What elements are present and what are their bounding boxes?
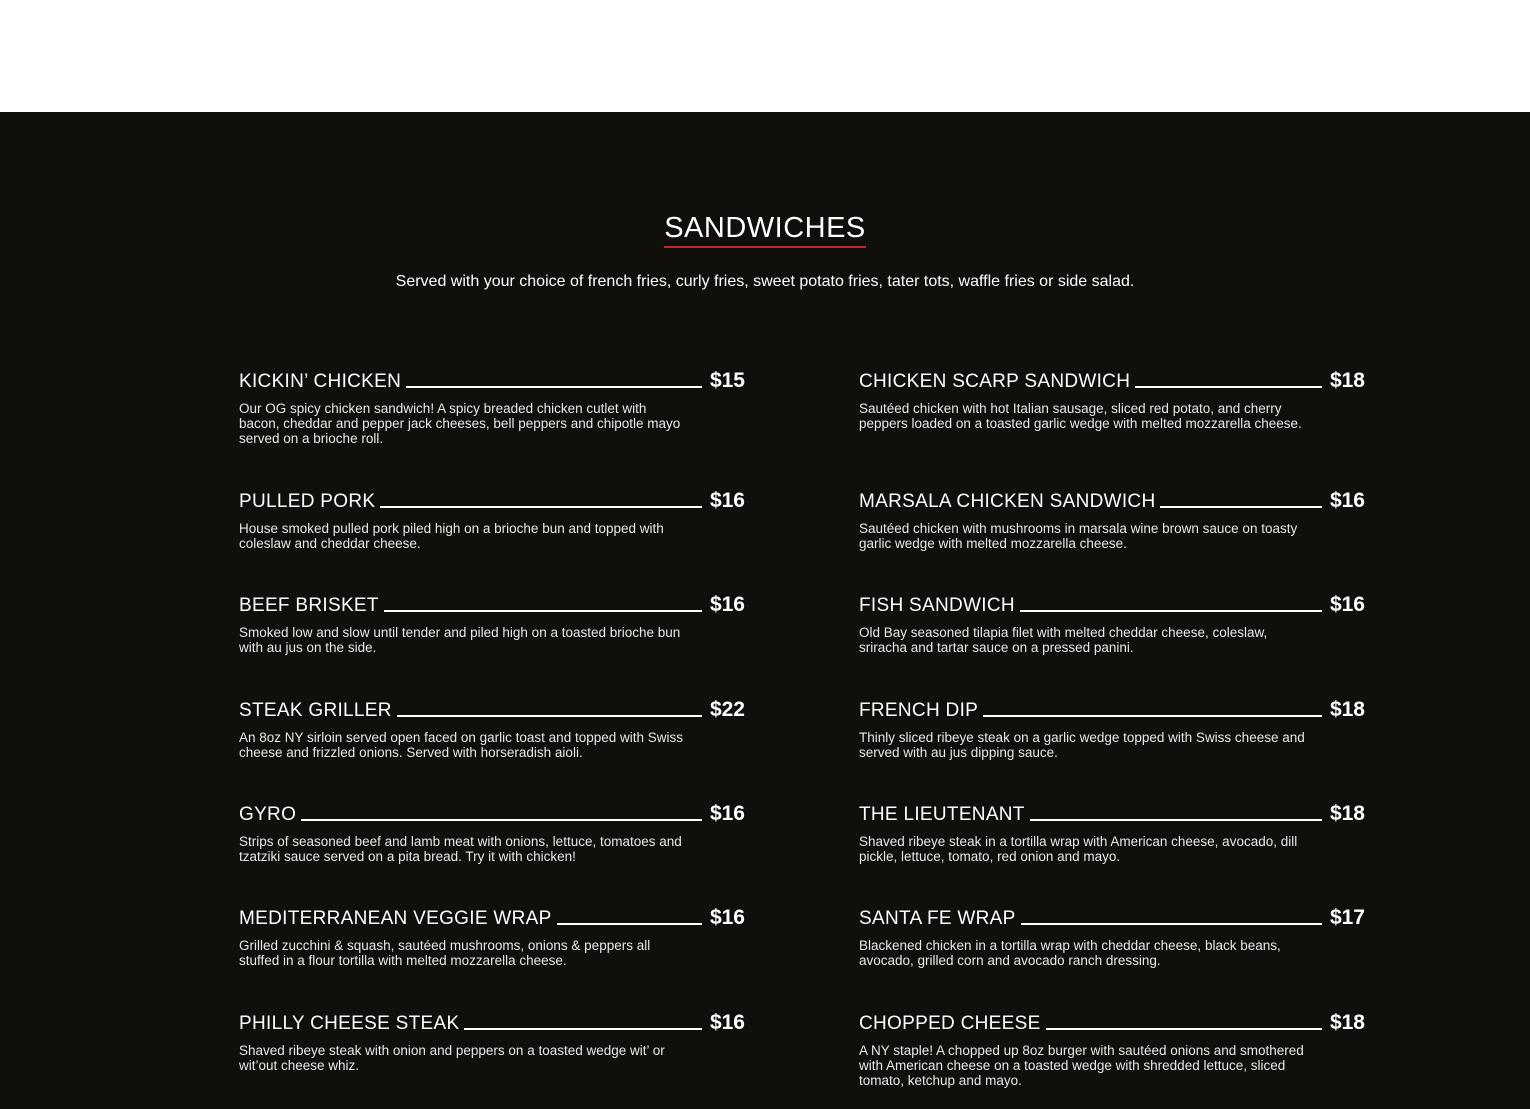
item-leader-line	[1160, 506, 1321, 508]
menu-item	[239, 483, 745, 551]
item-name: FRENCH DIP	[859, 700, 979, 721]
item-name: SANTA FE WRAP	[859, 908, 1016, 929]
menu-item	[859, 587, 1365, 655]
item-description: Blackened chicken in a tortilla wrap with cheddar cheese, black beans, avocado, grilled corn and avocado ranch dressing.	[859, 938, 1281, 968]
menu-item	[859, 796, 1365, 864]
item-leader-line	[557, 923, 702, 925]
menu-item	[859, 1005, 1365, 1088]
item-price: $16	[709, 593, 745, 616]
item-price: $16	[1329, 489, 1365, 512]
menu-item	[239, 1005, 745, 1073]
item-price: $18	[1329, 698, 1365, 721]
item-description: Our OG spicy chicken sandwich! A spicy breaded chicken cutlet with bacon, cheddar and pepper jack cheeses, bell peppers and chipotle mayo served on a brioche roll.	[239, 401, 681, 446]
menu-item	[239, 587, 745, 655]
item-name: MEDITERRANEAN VEGGIE WRAP	[239, 908, 552, 929]
item-description: Old Bay seasoned tilapia filet with melted cheddar cheese, coleslaw, sriracha and tartar sauce on a pressed panini.	[859, 625, 1268, 655]
item-description: Smoked low and slow until tender and piled high on a toasted brioche bun with au jus on the side.	[239, 625, 681, 655]
item-description: Strips of seasoned beef and lamb meat with onions, lettuce, tomatoes and tzatziki sauce served on a pita bread. Try it with chicken!	[239, 834, 682, 864]
item-leader-line	[983, 715, 1322, 717]
item-description: Sautéed chicken with hot Italian sausage, sliced red potato, and cherry peppers loaded on a toasted garlic wedge with melted mozzarella cheese.	[859, 401, 1302, 431]
item-name: PULLED PORK	[239, 491, 376, 512]
item-description: Sautéed chicken with mushrooms in marsala wine brown sauce on toasty garlic wedge with melted mozzarella cheese.	[859, 521, 1298, 551]
item-leader-line	[406, 386, 702, 388]
menu-item	[239, 796, 745, 864]
sandwiches-menu-section	[0, 112, 1530, 1109]
menu-item	[859, 692, 1365, 760]
section-title: SANDWICHES	[0, 212, 1530, 248]
item-price: $18	[1329, 369, 1365, 392]
item-price: $16	[709, 1011, 745, 1034]
item-leader-line	[301, 819, 702, 821]
item-name: PHILLY CHEESE STEAK	[239, 1013, 460, 1034]
item-price: $16	[709, 906, 745, 929]
item-name: FISH SANDWICH	[859, 595, 1015, 616]
item-name: STEAK GRILLER	[239, 700, 392, 721]
item-description: Thinly sliced ribeye steak on a garlic wedge topped with Swiss cheese and served with au jus dipping sauce.	[859, 730, 1305, 760]
menu-item	[859, 483, 1365, 551]
item-description: Shaved ribeye steak in a tortilla wrap with American cheese, avocado, dill pickle, lettuce, tomato, red onion and mayo.	[859, 834, 1298, 864]
item-description: Shaved ribeye steak with onion and peppers on a toasted wedge wit’ or wit’out cheese whiz.	[239, 1043, 665, 1073]
menu-item	[239, 900, 745, 968]
item-price: $17	[1329, 906, 1365, 929]
item-name: THE LIEUTENANT	[859, 804, 1025, 825]
item-name: BEEF BRISKET	[239, 595, 379, 616]
item-name: KICKIN’ CHICKEN	[239, 371, 402, 392]
menu-item	[239, 363, 745, 446]
top-header-bar	[0, 0, 1530, 112]
menu-item	[239, 692, 745, 760]
item-price: $16	[709, 489, 745, 512]
item-leader-line	[1046, 1028, 1322, 1030]
section-subtitle: Served with your choice of french fries, curly fries, sweet potato fries, tater tots, waffle fries or side salad.	[395, 273, 1135, 290]
item-price: $15	[709, 369, 745, 392]
item-price: $18	[1329, 802, 1365, 825]
item-description: An 8oz NY sirloin served open faced on garlic toast and topped with Swiss cheese and frizzled onions. Served with horseradish aioli.	[239, 730, 684, 760]
item-description: Grilled zucchini & squash, sautéed mushrooms, onions & peppers all stuffed in a flour tortilla with melted mozzarella cheese.	[239, 938, 651, 968]
item-leader-line	[384, 610, 702, 612]
item-price: $16	[1329, 593, 1365, 616]
item-description: House smoked pulled pork piled high on a brioche bun and topped with coleslaw and cheddar cheese.	[239, 521, 664, 551]
item-leader-line	[1021, 923, 1322, 925]
menu-item	[859, 900, 1365, 968]
item-leader-line	[1020, 610, 1322, 612]
item-leader-line	[464, 1028, 702, 1030]
item-price: $16	[709, 802, 745, 825]
item-price: $18	[1329, 1011, 1365, 1034]
item-name: MARSALA CHICKEN SANDWICH	[859, 491, 1156, 512]
item-name: CHICKEN SCARP SANDWICH	[859, 371, 1131, 392]
item-name: CHOPPED CHEESE	[859, 1013, 1041, 1034]
item-description: A NY staple! A chopped up 8oz burger with sautéed onions and smothered with American cheese on a toasted wedge with shredded lettuce, sliced tomato, ketchup and mayo.	[859, 1043, 1304, 1088]
item-leader-line	[1030, 819, 1322, 821]
item-leader-line	[1135, 386, 1322, 388]
item-leader-line	[380, 506, 702, 508]
menu-item	[859, 363, 1365, 431]
item-leader-line	[397, 715, 702, 717]
item-name: GYRO	[239, 804, 297, 825]
item-price: $22	[709, 698, 745, 721]
